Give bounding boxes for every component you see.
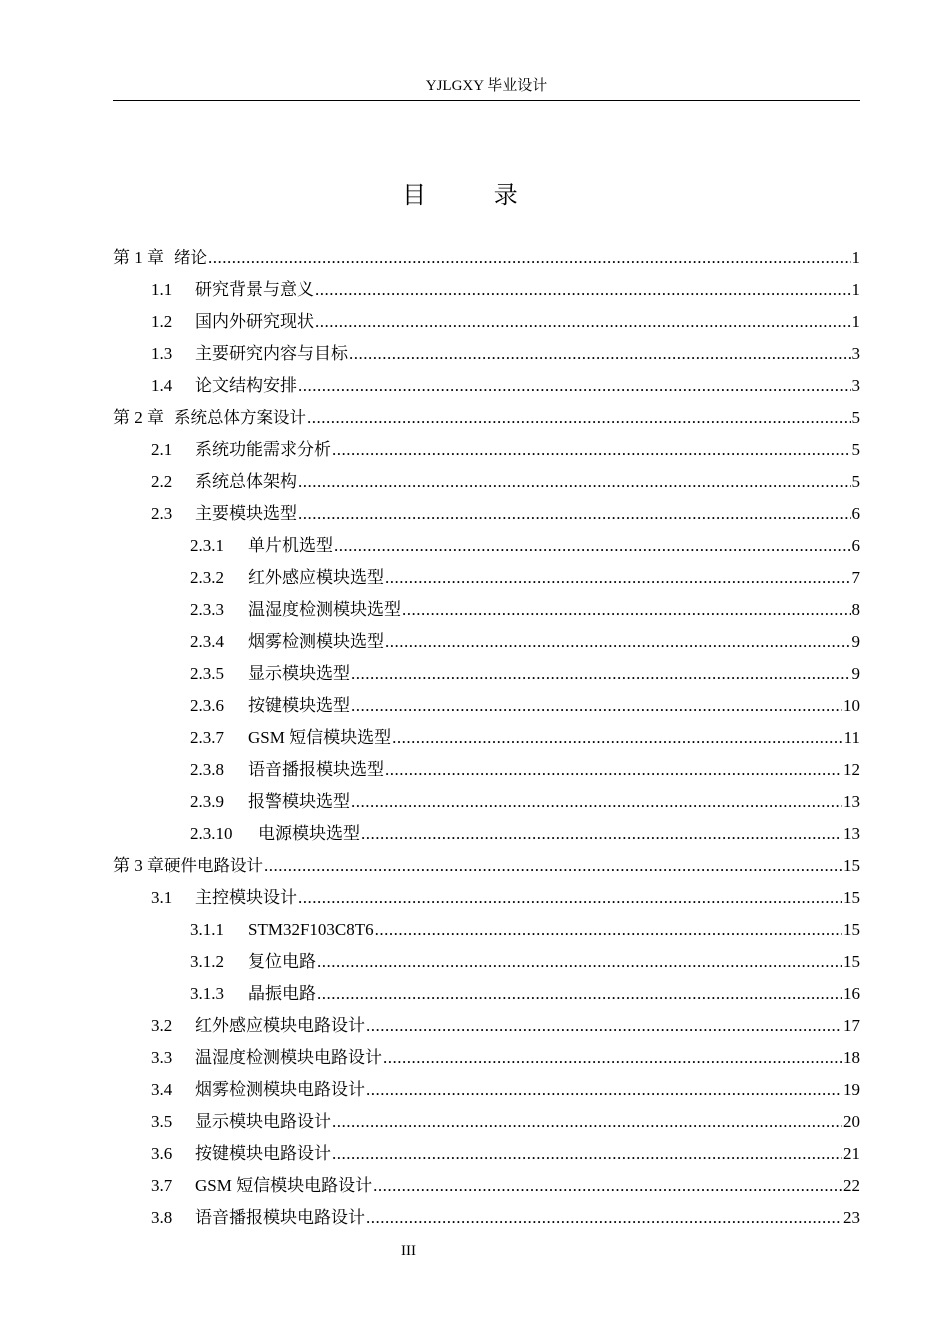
- toc-entry-number: 1.1: [151, 280, 173, 299]
- toc-entry-number: 3.2: [151, 1016, 173, 1035]
- toc-entry[interactable]: [113, 786, 860, 818]
- toc-entry-title: 论文结构安排: [195, 376, 297, 395]
- toc-entry[interactable]: [113, 274, 860, 306]
- toc-entry-title: 国内外研究现状: [195, 312, 314, 331]
- toc-dot-leader: [385, 754, 842, 786]
- toc-entry-number: 2.3.7: [190, 728, 224, 747]
- toc-entry-title: 单片机选型: [248, 536, 333, 555]
- toc-entry-title: GSM 短信模块选型: [248, 728, 392, 747]
- toc-entry-number: 3.1.2: [190, 952, 224, 971]
- toc-dot-leader: [317, 978, 842, 1010]
- toc-entry-page: 9: [851, 664, 860, 683]
- toc-entry-page: 11: [843, 728, 860, 747]
- toc-entry[interactable]: [113, 242, 860, 274]
- toc-entry[interactable]: [113, 1170, 860, 1202]
- toc-entry-title: 系统总体方案设计: [174, 408, 306, 427]
- toc-entry-page: 15: [843, 888, 860, 907]
- toc-entry-page: 15: [843, 856, 860, 875]
- toc-entry[interactable]: [113, 978, 860, 1010]
- toc-dot-leader: [315, 306, 851, 338]
- toc-dot-leader: [332, 1106, 842, 1138]
- toc-dot-leader: [208, 242, 851, 274]
- toc-entry-title: GSM 短信模块电路设计: [195, 1176, 373, 1195]
- toc-entry-page: 1: [851, 248, 860, 267]
- toc-entry-title: 主控模块设计: [195, 888, 297, 907]
- toc-entry-page: 20: [843, 1112, 860, 1131]
- toc-entry[interactable]: [113, 306, 860, 338]
- toc-entry-number: 2.3.8: [190, 760, 224, 779]
- toc-entry-title: 报警模块选型: [248, 792, 350, 811]
- toc-entry[interactable]: [113, 1106, 860, 1138]
- toc-entry-page: 6: [851, 504, 860, 523]
- header-rule: [113, 100, 860, 101]
- toc-entry-page: 13: [843, 792, 860, 811]
- toc-entry-number: 2.3.2: [190, 568, 224, 587]
- toc-entry-title: 显示模块选型: [248, 664, 350, 683]
- toc-entry-title: 主要模块选型: [195, 504, 297, 523]
- toc-entry[interactable]: [113, 530, 860, 562]
- toc-entry-number: 2.3: [151, 504, 173, 523]
- toc-entry-page: 7: [851, 568, 860, 587]
- toc-entry-page: 23: [843, 1208, 860, 1227]
- table-of-contents: [113, 242, 860, 1234]
- toc-entry-title: 主要研究内容与目标: [195, 344, 348, 363]
- toc-entry-title: 晶振电路: [248, 984, 316, 1003]
- toc-entry-title: 系统功能需求分析: [195, 440, 331, 459]
- toc-entry-title: STM32F103C8T6: [248, 920, 374, 939]
- toc-dot-leader: [298, 498, 851, 530]
- toc-entry-title: 按键模块电路设计: [195, 1144, 331, 1163]
- toc-entry-page: 15: [843, 952, 860, 971]
- toc-dot-leader: [385, 562, 851, 594]
- toc-dot-leader: [351, 690, 842, 722]
- toc-entry[interactable]: [113, 338, 860, 370]
- toc-entry-page: 1: [851, 312, 860, 331]
- toc-entry-number: 1.3: [151, 344, 173, 363]
- toc-dot-leader: [402, 594, 851, 626]
- toc-entry-title: 烟雾检测模块选型: [248, 632, 384, 651]
- toc-dot-leader: [373, 1170, 842, 1202]
- toc-entry-page: 9: [851, 632, 860, 651]
- toc-entry[interactable]: [113, 1138, 860, 1170]
- toc-entry-page: 13: [843, 824, 860, 843]
- toc-entry-number: 2.3.6: [190, 696, 224, 715]
- toc-entry-number: 3.7: [151, 1176, 173, 1195]
- toc-entry-title: 温湿度检测模块电路设计: [195, 1048, 382, 1067]
- toc-entry-title: 复位电路: [248, 952, 316, 971]
- toc-dot-leader: [332, 1138, 842, 1170]
- toc-entry-title: 显示模块电路设计: [195, 1112, 331, 1131]
- toc-entry-page: 22: [843, 1176, 860, 1195]
- toc-entry-page: 6: [851, 536, 860, 555]
- toc-entry[interactable]: [113, 946, 860, 978]
- toc-entry[interactable]: [113, 626, 860, 658]
- toc-entry-page: 5: [851, 440, 860, 459]
- toc-entry-number: 2.1: [151, 440, 173, 459]
- toc-dot-leader: [298, 370, 851, 402]
- toc-dot-leader: [298, 466, 851, 498]
- toc-entry-number: 3.1: [151, 888, 173, 907]
- toc-entry-number: 2.3.9: [190, 792, 224, 811]
- toc-entry-title: 红外感应模块电路设计: [195, 1016, 365, 1035]
- toc-dot-leader: [349, 338, 851, 370]
- toc-entry-page: 17: [843, 1016, 860, 1035]
- toc-entry-title: 电源模块选型: [258, 824, 360, 843]
- toc-dot-leader: [264, 850, 842, 882]
- toc-entry[interactable]: [113, 594, 860, 626]
- toc-entry-page: 12: [843, 760, 860, 779]
- toc-entry[interactable]: [113, 370, 860, 402]
- toc-entry-number: 第 3 章: [113, 856, 164, 875]
- toc-dot-leader: [361, 818, 842, 850]
- toc-entry[interactable]: [113, 466, 860, 498]
- toc-entry-page: 19: [843, 1080, 860, 1099]
- toc-entry-title: 研究背景与意义: [195, 280, 314, 299]
- toc-entry-number: 1.2: [151, 312, 173, 331]
- toc-entry-page: 1: [851, 280, 860, 299]
- toc-entry-page: 15: [843, 920, 860, 939]
- toc-dot-leader: [307, 402, 851, 434]
- toc-entry[interactable]: [113, 434, 860, 466]
- toc-entry-title: 红外感应模块选型: [248, 568, 384, 587]
- toc-entry-title: 语音播报模块选型: [248, 760, 384, 779]
- toc-entry-title: 按键模块选型: [248, 696, 350, 715]
- toc-dot-leader: [375, 914, 842, 946]
- toc-entry-page: 5: [851, 472, 860, 491]
- toc-entry-page: 18: [843, 1048, 860, 1067]
- page-title: 目 录: [402, 181, 548, 209]
- toc-entry-page: 5: [851, 408, 860, 427]
- toc-dot-leader: [351, 786, 842, 818]
- toc-entry[interactable]: [113, 850, 860, 882]
- toc-entry-number: 3.1.1: [190, 920, 224, 939]
- toc-entry[interactable]: [113, 690, 860, 722]
- toc-entry[interactable]: [113, 1042, 860, 1074]
- toc-entry[interactable]: [113, 1202, 860, 1234]
- toc-entry-number: 2.3.4: [190, 632, 224, 651]
- toc-entry-number: 第 2 章: [113, 408, 164, 427]
- toc-entry-number: 2.3.10: [190, 824, 233, 843]
- toc-entry[interactable]: [113, 914, 860, 946]
- toc-dot-leader: [366, 1074, 842, 1106]
- toc-entry-number: 第 1 章: [113, 248, 164, 267]
- toc-entry-number: 2.2: [151, 472, 173, 491]
- toc-entry-page: 16: [843, 984, 860, 1003]
- toc-dot-leader: [332, 434, 851, 466]
- toc-entry[interactable]: [113, 1074, 860, 1106]
- toc-dot-leader: [383, 1042, 842, 1074]
- toc-entry-number: 3.1.3: [190, 984, 224, 1003]
- toc-entry-title: 烟雾检测模块电路设计: [195, 1080, 365, 1099]
- toc-entry-number: 3.8: [151, 1208, 173, 1227]
- page-header: YJLGXY 毕业设计: [425, 78, 548, 94]
- page-number: III: [401, 1243, 416, 1259]
- toc-dot-leader: [334, 530, 851, 562]
- toc-entry-title: 语音播报模块电路设计: [195, 1208, 365, 1227]
- toc-entry[interactable]: [113, 722, 860, 754]
- toc-dot-leader: [315, 274, 851, 306]
- toc-entry-title: 系统总体架构: [195, 472, 297, 491]
- toc-entry-number: 3.5: [151, 1112, 173, 1131]
- toc-entry-number: 3.3: [151, 1048, 173, 1067]
- toc-dot-leader: [298, 882, 842, 914]
- toc-entry-page: 10: [843, 696, 860, 715]
- toc-entry-number: 3.4: [151, 1080, 173, 1099]
- toc-entry-number: 2.3.5: [190, 664, 224, 683]
- toc-entry-number: 1.4: [151, 376, 173, 395]
- toc-entry-number: 2.3.3: [190, 600, 224, 619]
- toc-entry[interactable]: [113, 562, 860, 594]
- toc-dot-leader: [366, 1202, 842, 1234]
- toc-entry[interactable]: [113, 402, 860, 434]
- toc-dot-leader: [351, 658, 851, 690]
- toc-entry-page: 8: [851, 600, 860, 619]
- toc-dot-leader: [385, 626, 851, 658]
- toc-entry-title: 温湿度检测模块选型: [248, 600, 401, 619]
- toc-entry[interactable]: [113, 498, 860, 530]
- toc-entry[interactable]: [113, 882, 860, 914]
- toc-entry-title: 绪论: [174, 248, 207, 267]
- toc-dot-leader: [317, 946, 842, 978]
- toc-entry[interactable]: [113, 818, 860, 850]
- toc-dot-leader: [392, 722, 843, 754]
- toc-entry-number: 2.3.1: [190, 536, 224, 555]
- toc-entry-title: 硬件电路设计: [164, 856, 263, 875]
- toc-dot-leader: [366, 1010, 842, 1042]
- toc-entry-page: 21: [843, 1144, 860, 1163]
- toc-entry[interactable]: [113, 754, 860, 786]
- toc-entry-number: 3.6: [151, 1144, 173, 1163]
- toc-entry[interactable]: [113, 1010, 860, 1042]
- toc-entry[interactable]: [113, 658, 860, 690]
- toc-entry-page: 3: [851, 344, 860, 363]
- toc-entry-page: 3: [851, 376, 860, 395]
